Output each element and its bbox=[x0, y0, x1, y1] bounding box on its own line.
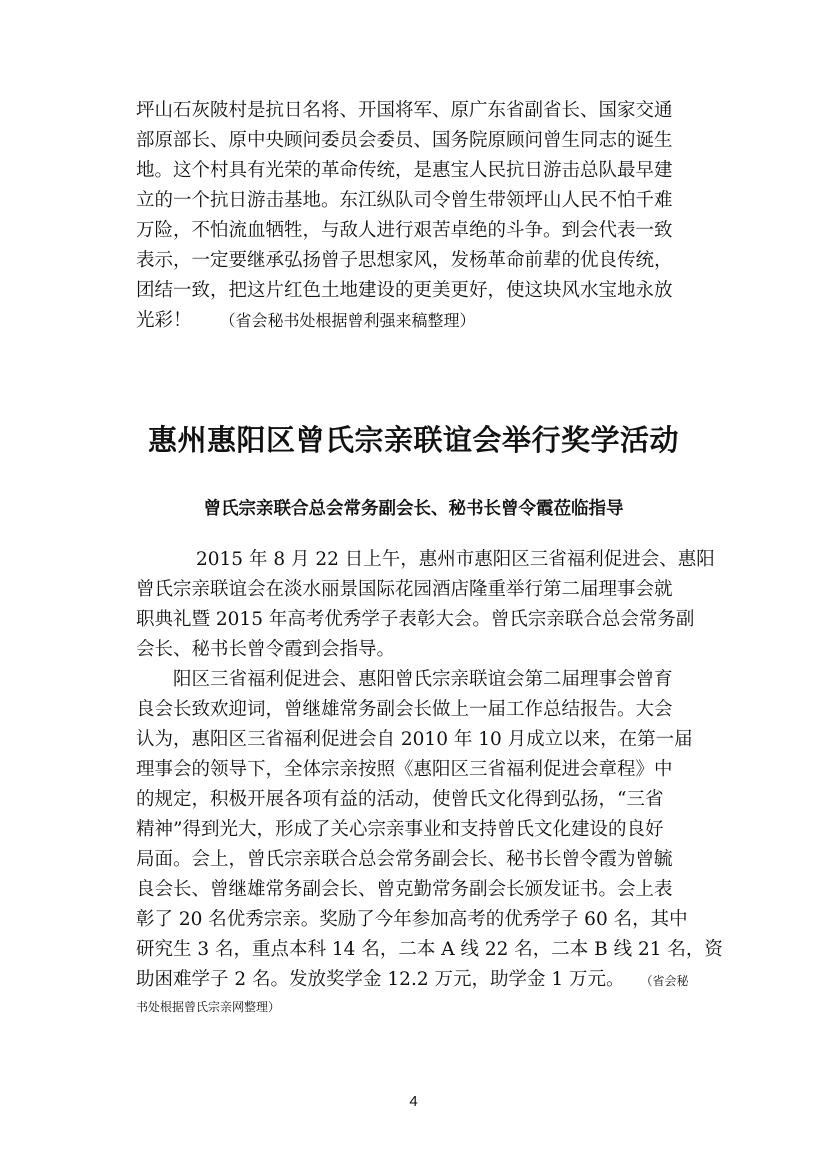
source-note: （省会秘书处根据曾利强来稿整理） bbox=[219, 311, 476, 330]
text-line-end: 助困难学子 2 名。发放奖学金 12.2 万元，助学金 1 万元。 bbox=[136, 969, 625, 990]
text-line: 部原部长、原中央顾问委员会委员、国务院原顾问曾生同志的诞生 bbox=[136, 130, 673, 151]
text-line: 表示，一定要继承弘扬曾子思想家风，发杨革命前辈的优良传统， bbox=[136, 250, 673, 271]
text-line: 2015 年 8 月 22 日上午，惠州市惠阳区三省福利促进会、惠阳 bbox=[196, 549, 715, 570]
text-line: 理事会的领导下，全体宗亲按照《惠阳区三省福利促进会章程》中 bbox=[136, 759, 673, 780]
text-line: 曾氏宗亲联谊会在淡水丽景国际花园酒店隆重举行第二届理事会就 bbox=[136, 579, 673, 600]
text-line: 坪山石灰陂村是抗日名将、开国将军、原广东省副省长、国家交通 bbox=[136, 100, 673, 121]
text-line: 职典礼暨 2015 年高考优秀学子表彰大会。曾氏宗亲联合总会常务副 bbox=[136, 609, 695, 630]
text-line bbox=[136, 306, 696, 336]
text-line: 地。这个村具有光荣的革命传统，是惠宝人民抗日游击总队最早建 bbox=[136, 160, 673, 181]
text-line: 的规定，积极开展各项有益的活动，使曾氏文化得到弘扬，“三省 bbox=[136, 789, 664, 810]
article-paragraph-1 bbox=[136, 545, 715, 665]
text-line: 认为，惠阳区三省福利促进会自 2010 年 10 月成立以来，在第一届 bbox=[136, 729, 693, 750]
article-title: 惠州惠阳区曾氏宗亲联谊会举行奖学活动 bbox=[147, 423, 679, 457]
article-paragraph-2 bbox=[136, 665, 723, 1018]
source-note-start: （省会秘 bbox=[646, 974, 689, 988]
text-line: 良会长致欢迎词，曾继雄常务副会长做上一届工作总结报告。大会 bbox=[136, 699, 673, 720]
text-line-end: 光彩！ bbox=[136, 310, 192, 331]
text-line: 会长、秘书长曾令霞到会指导。 bbox=[136, 639, 396, 660]
text-line: 立的一个抗日游击基地。东江纵队司令曾生带领坪山人民不怕千难 bbox=[136, 190, 673, 211]
text-line: 良会长、曾继雄常务副会长、曾克勤常务副会长颁发证书。会上表 bbox=[136, 879, 673, 900]
text-line: 局面。会上，曾氏宗亲联合总会常务副会长、秘书长曾令霞为曾毓 bbox=[136, 849, 673, 870]
text-line: 万险，不怕流血牺牲，与敌人进行艰苦卓绝的斗争。到会代表一致 bbox=[136, 220, 673, 241]
text-line: 阳区三省福利促进会、惠阳曾氏宗亲联谊会第二届理事会曾育 bbox=[173, 669, 673, 690]
source-note-end: 书处根据曾氏宗亲网整理） bbox=[136, 1000, 281, 1014]
text-line: 精神”得到光大，形成了关心宗亲事业和支持曾氏文化建设的良好 bbox=[136, 819, 664, 840]
text-line: 团结一致，把这片红色土地建设的更美更好，使这块风水宝地永放 bbox=[136, 280, 673, 301]
page-number: 4 bbox=[409, 1093, 418, 1110]
text-line: 研究生 3 名，重点本科 14 名，二本 A 线 22 名，二本 B 线 21 名，资 bbox=[136, 939, 723, 960]
text-line bbox=[136, 965, 696, 996]
article-subtitle: 曾氏宗亲联合总会常务副会长、秘书长曾令霞莅临指导 bbox=[203, 499, 624, 519]
top-paragraph bbox=[136, 96, 696, 336]
text-line: 彰了 20 名优秀宗亲。奖励了今年参加高考的优秀学子 60 名，其中 bbox=[136, 909, 688, 930]
